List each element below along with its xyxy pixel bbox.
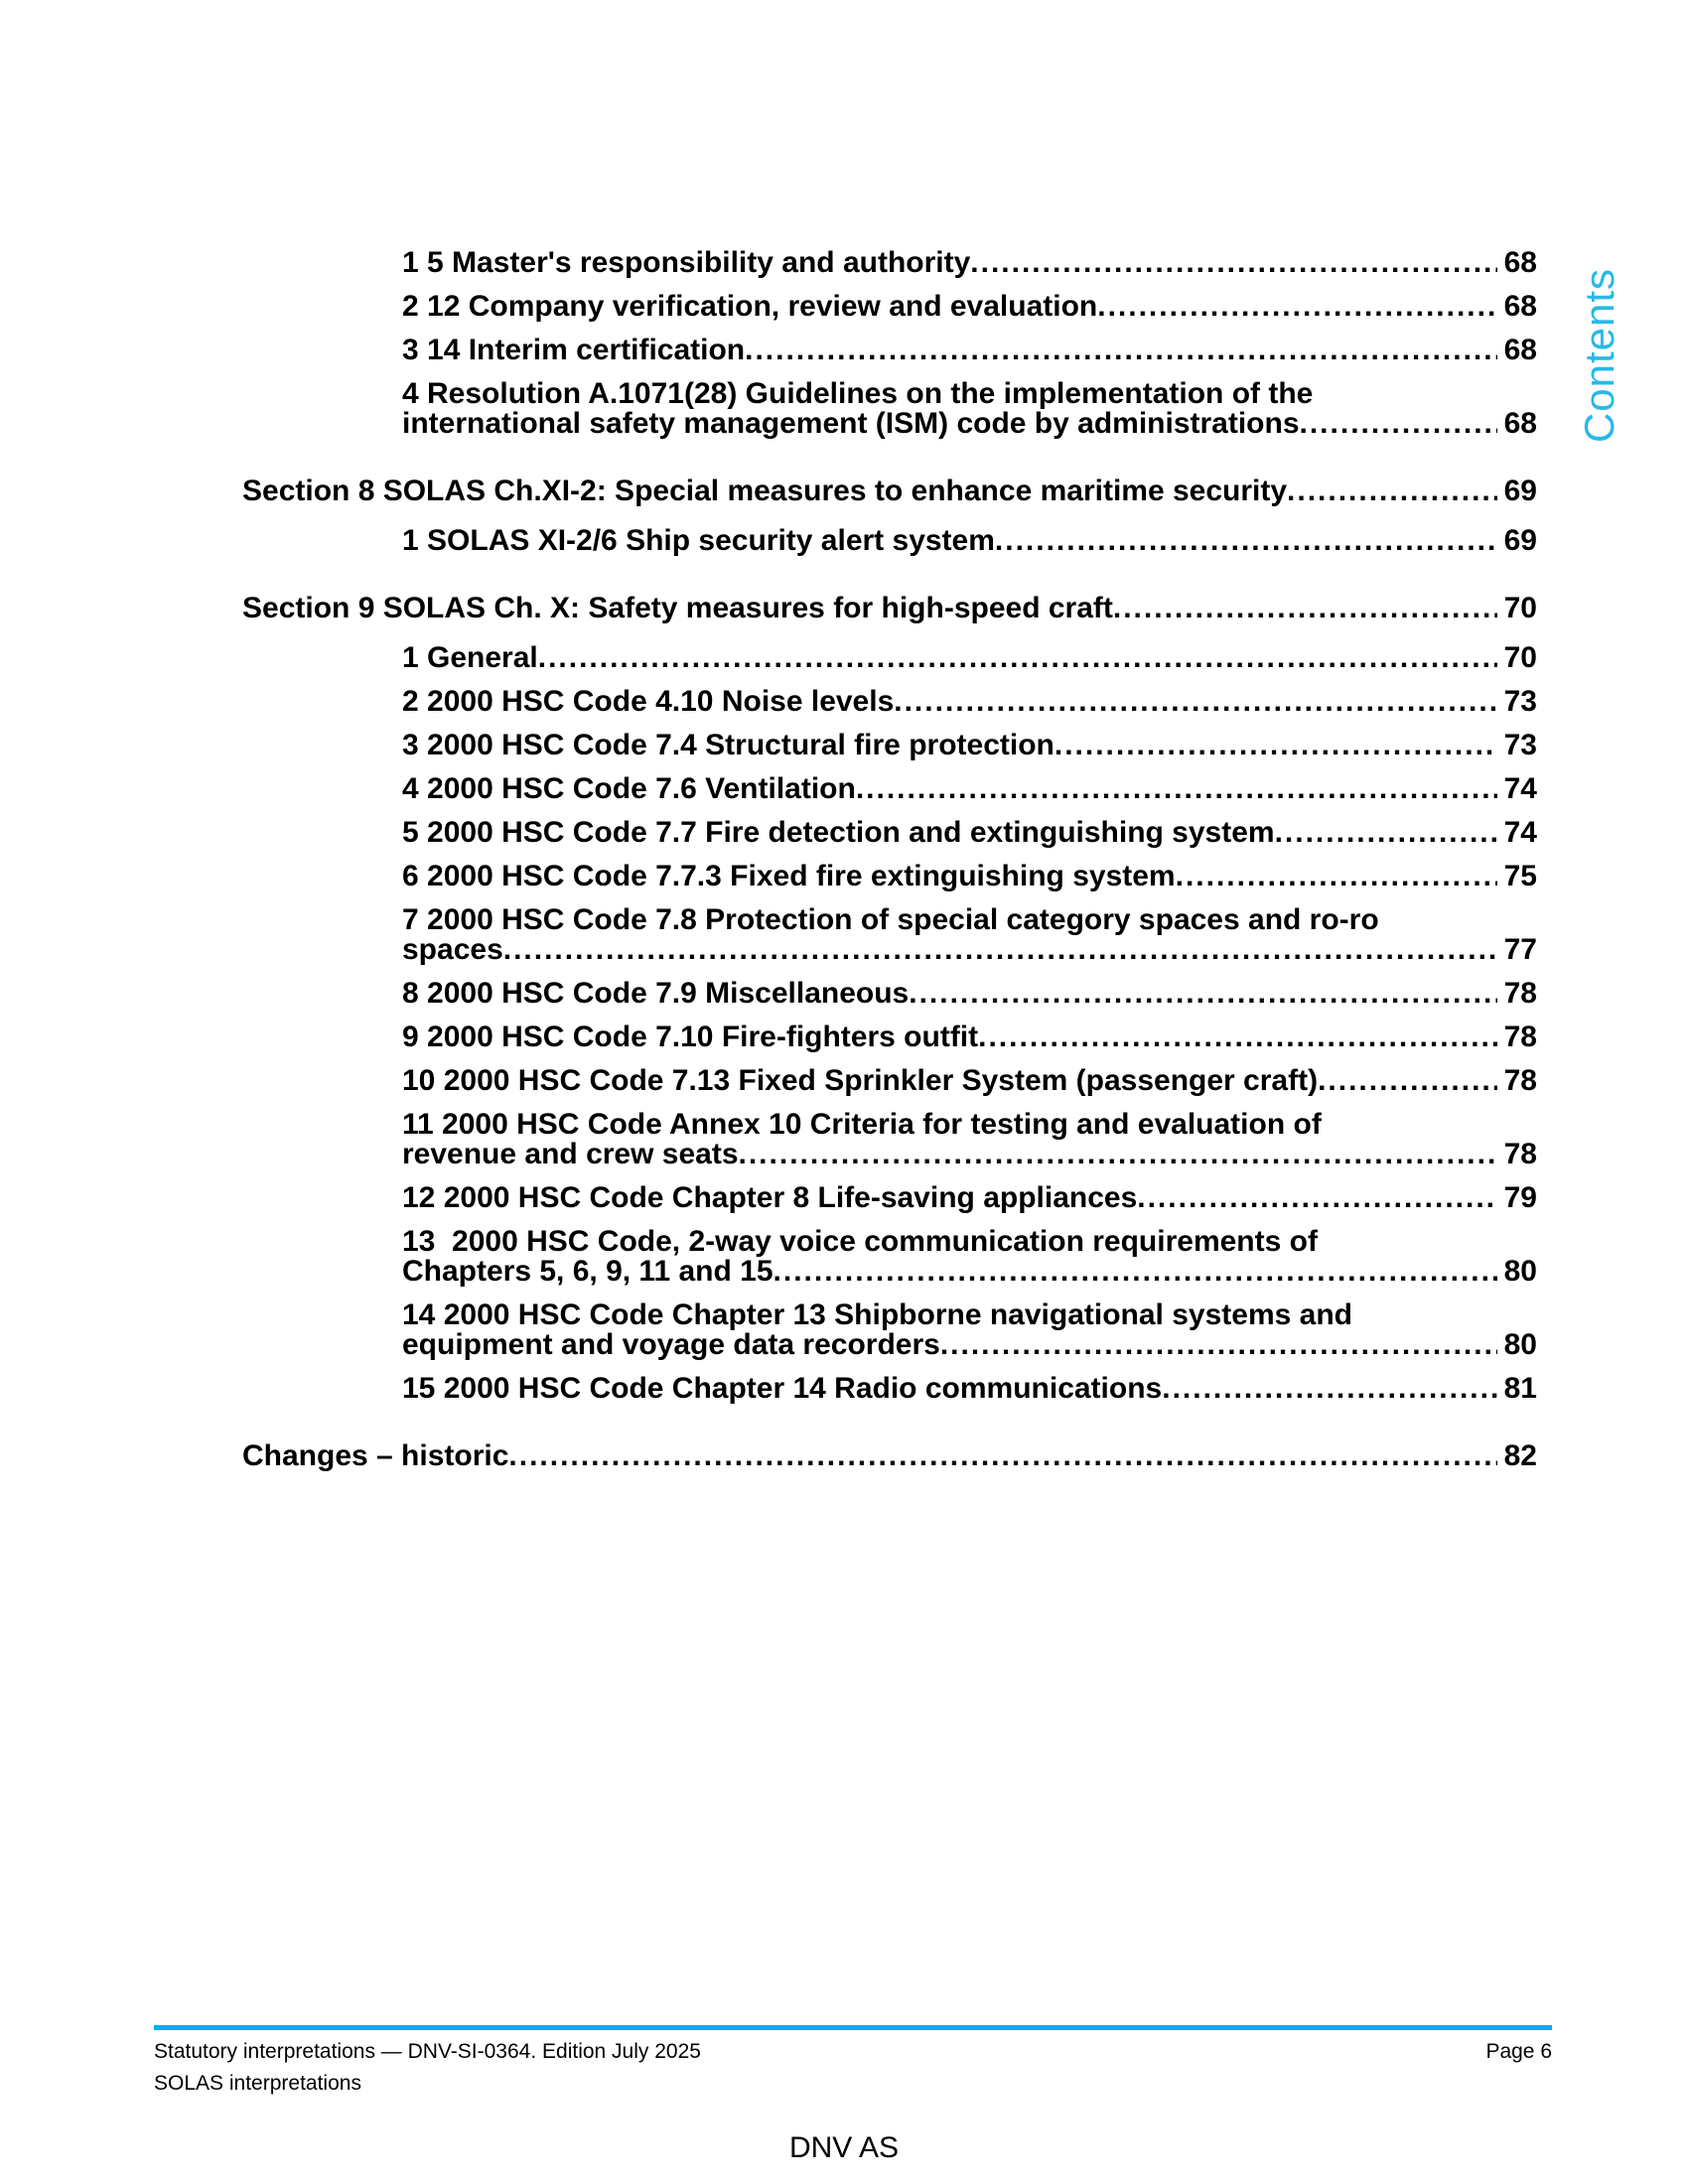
toc-page-number: 80 [1503, 1328, 1537, 1361]
toc-entry-title: 9 2000 HSC Code 7.10 Fire-fighters outfit [402, 1021, 979, 1053]
toc-entry-title: 1 SOLAS XI-2/6 Ship security alert system [402, 524, 995, 557]
dot-leader [745, 336, 1497, 365]
toc-entry-leader-line [402, 248, 1537, 278]
toc-entry-leader-line [402, 336, 1537, 365]
toc-entry[interactable] [402, 379, 1537, 439]
toc-entry[interactable] [402, 905, 1537, 965]
table-of-contents [242, 248, 1537, 1471]
toc-entry[interactable] [402, 1023, 1537, 1052]
toc-entry[interactable] [402, 1183, 1537, 1213]
toc-entry-title: spaces [402, 933, 503, 966]
dot-leader [1300, 409, 1497, 439]
dot-leader [970, 248, 1496, 278]
toc-entry-line1: 4 Resolution A.1071(28) Guidelines on the implementation of the [402, 377, 1314, 410]
toc-entry-leader-line [402, 862, 1537, 891]
toc-entry-title: 2 2000 HSC Code 4.10 Noise levels [402, 685, 895, 718]
toc-section-entry[interactable] [242, 594, 1537, 623]
dot-leader [940, 1330, 1497, 1360]
footer-page-number: Page 6 [1485, 2040, 1552, 2063]
dot-leader [1176, 862, 1497, 891]
toc-page-number: 70 [1503, 641, 1537, 674]
dot-leader [503, 935, 1497, 965]
dot-leader [894, 687, 1496, 717]
toc-entry-title: 12 2000 HSC Code Chapter 8 Life-saving appliances [402, 1181, 1138, 1214]
toc-entry[interactable] [402, 687, 1537, 717]
footer-line-1 [154, 2039, 1552, 2065]
toc-entry-title: 1 General [402, 641, 538, 674]
toc-entry-leader-line [402, 774, 1537, 804]
toc-entry[interactable] [402, 1300, 1537, 1360]
toc-entry[interactable] [402, 1066, 1537, 1096]
dot-leader [1097, 292, 1496, 322]
toc-entry-title: Section 8 SOLAS Ch.XI-2: Special measures to enhance maritime security [242, 475, 1288, 507]
toc-page-number: 74 [1503, 816, 1537, 849]
toc-entry-title: revenue and crew seats [402, 1138, 739, 1170]
toc-entry-line1: 11 2000 HSC Code Annex 10 Criteria for testing and evaluation of [402, 1108, 1322, 1141]
dot-leader [978, 1023, 1496, 1052]
dot-leader [1287, 477, 1497, 506]
toc-entry[interactable] [402, 774, 1537, 804]
dot-leader [538, 643, 1497, 673]
toc-entry-leader-line [402, 1023, 1537, 1052]
toc-page-number: 78 [1503, 977, 1537, 1010]
dot-leader [909, 979, 1496, 1009]
toc-entry-title: 3 14 Interim certification [402, 334, 746, 366]
toc-entry[interactable] [402, 1374, 1537, 1404]
contents-sidebar-label: Contents [1576, 267, 1622, 444]
toc-page-number: 78 [1503, 1138, 1537, 1170]
dot-leader [1318, 1066, 1497, 1096]
toc-entry-line1: 7 2000 HSC Code 7.8 Protection of special category spaces and ro-ro [402, 903, 1379, 936]
toc-page-number: 82 [1503, 1439, 1537, 1472]
toc-section-entry[interactable] [242, 1441, 1537, 1471]
toc-entry-leader-line [402, 1374, 1537, 1404]
toc-page-number: 69 [1503, 475, 1537, 507]
toc-entry-leader-line [402, 818, 1537, 848]
toc-entry-title: 5 2000 HSC Code 7.7 Fire detection and extinguishing system [402, 816, 1275, 849]
toc-page-number: 68 [1503, 407, 1537, 440]
toc-entry[interactable] [402, 526, 1537, 556]
toc-entry[interactable] [402, 1227, 1537, 1287]
dot-leader [739, 1140, 1497, 1169]
toc-page-number: 70 [1503, 592, 1537, 624]
toc-entry-title: 8 2000 HSC Code 7.9 Miscellaneous [402, 977, 910, 1010]
toc-page-number: 80 [1503, 1255, 1537, 1288]
toc-page-number: 81 [1503, 1372, 1537, 1405]
dot-leader [1113, 594, 1497, 623]
toc-entry[interactable] [402, 862, 1537, 891]
toc-entry[interactable] [402, 336, 1537, 365]
toc-entry-leader-line [402, 1140, 1537, 1169]
toc-page-number: 73 [1503, 685, 1537, 718]
toc-page-number: 68 [1503, 334, 1537, 366]
toc-entry-leader-line [402, 643, 1537, 673]
toc-entry-title: Section 9 SOLAS Ch. X: Safety measures for high-speed craft [242, 592, 1113, 624]
toc-entry-leader-line [402, 935, 1537, 965]
toc-entry-leader-line [402, 1257, 1537, 1287]
toc-entry-title: 4 2000 HSC Code 7.6 Ventilation [402, 772, 856, 805]
toc-entry-title: 10 2000 HSC Code 7.13 Fixed Sprinkler System (passenger craft) [402, 1064, 1319, 1097]
toc-page-number: 78 [1503, 1064, 1537, 1097]
toc-page-number: 68 [1503, 290, 1537, 323]
footer-doc-subtitle: SOLAS interpretations [154, 2072, 361, 2095]
toc-entry-title: 1 5 Master's responsibility and authority [402, 246, 971, 279]
toc-entry[interactable] [402, 818, 1537, 848]
toc-entry-leader-line [402, 409, 1537, 439]
toc-page-number: 73 [1503, 729, 1537, 761]
toc-entry-leader-line [242, 1441, 1537, 1471]
toc-entry-leader-line [402, 687, 1537, 717]
dot-leader [1162, 1374, 1496, 1404]
toc-section-entry[interactable] [242, 477, 1537, 506]
toc-page-number: 74 [1503, 772, 1537, 805]
toc-entry-title: 3 2000 HSC Code 7.4 Structural fire protection [402, 729, 1055, 761]
toc-entry-line1: 13 2000 HSC Code, 2-way voice communication requirements of [402, 1225, 1318, 1258]
toc-entry[interactable] [402, 731, 1537, 760]
toc-entry-line1: 14 2000 HSC Code Chapter 13 Shipborne navigational systems and [402, 1298, 1352, 1331]
toc-entry-leader-line [242, 477, 1537, 506]
toc-entry-leader-line [402, 526, 1537, 556]
dot-leader [1275, 818, 1497, 848]
toc-entry[interactable] [402, 979, 1537, 1009]
dot-leader [774, 1257, 1497, 1287]
toc-page-number: 78 [1503, 1021, 1537, 1053]
toc-entry-title: international safety management (ISM) code by administrations [402, 407, 1300, 440]
footer-divider [154, 2025, 1552, 2030]
toc-entry[interactable] [402, 1110, 1537, 1169]
dot-leader [856, 774, 1497, 804]
toc-entry[interactable] [402, 248, 1537, 278]
toc-page-number: 69 [1503, 524, 1537, 557]
company-name: DNV AS [788, 2131, 900, 2164]
toc-entry-leader-line [402, 979, 1537, 1009]
toc-entry-leader-line [402, 1066, 1537, 1096]
dot-leader [995, 526, 1497, 556]
toc-entry[interactable] [402, 643, 1537, 673]
toc-entry-leader-line [402, 292, 1537, 322]
toc-entry-leader-line [242, 594, 1537, 623]
toc-entry-title: Changes – historic [242, 1439, 509, 1472]
toc-entry-title: equipment and voyage data recorders [402, 1328, 940, 1361]
toc-page-number: 79 [1503, 1181, 1537, 1214]
toc-entry-leader-line [402, 1183, 1537, 1213]
toc-entry-title: 6 2000 HSC Code 7.7.3 Fixed fire extinguishing system [402, 860, 1176, 892]
toc-page-number: 77 [1503, 933, 1537, 966]
toc-page-number: 68 [1503, 246, 1537, 279]
toc-entry-title: 2 12 Company verification, review and evaluation [402, 290, 1098, 323]
toc-entry[interactable] [402, 292, 1537, 322]
dot-leader [508, 1441, 1496, 1471]
dot-leader [1137, 1183, 1496, 1213]
footer-doc-title: Statutory interpretations — DNV-SI-0364. Edition July 2025 [154, 2040, 701, 2063]
toc-page-number: 75 [1503, 860, 1537, 892]
toc-entry-title: Chapters 5, 6, 9, 11 and 15 [402, 1255, 774, 1288]
toc-entry-title: 15 2000 HSC Code Chapter 14 Radio communications [402, 1372, 1163, 1405]
toc-entry-leader-line [402, 731, 1537, 760]
dot-leader [1055, 731, 1497, 760]
toc-entry-leader-line [402, 1330, 1537, 1360]
